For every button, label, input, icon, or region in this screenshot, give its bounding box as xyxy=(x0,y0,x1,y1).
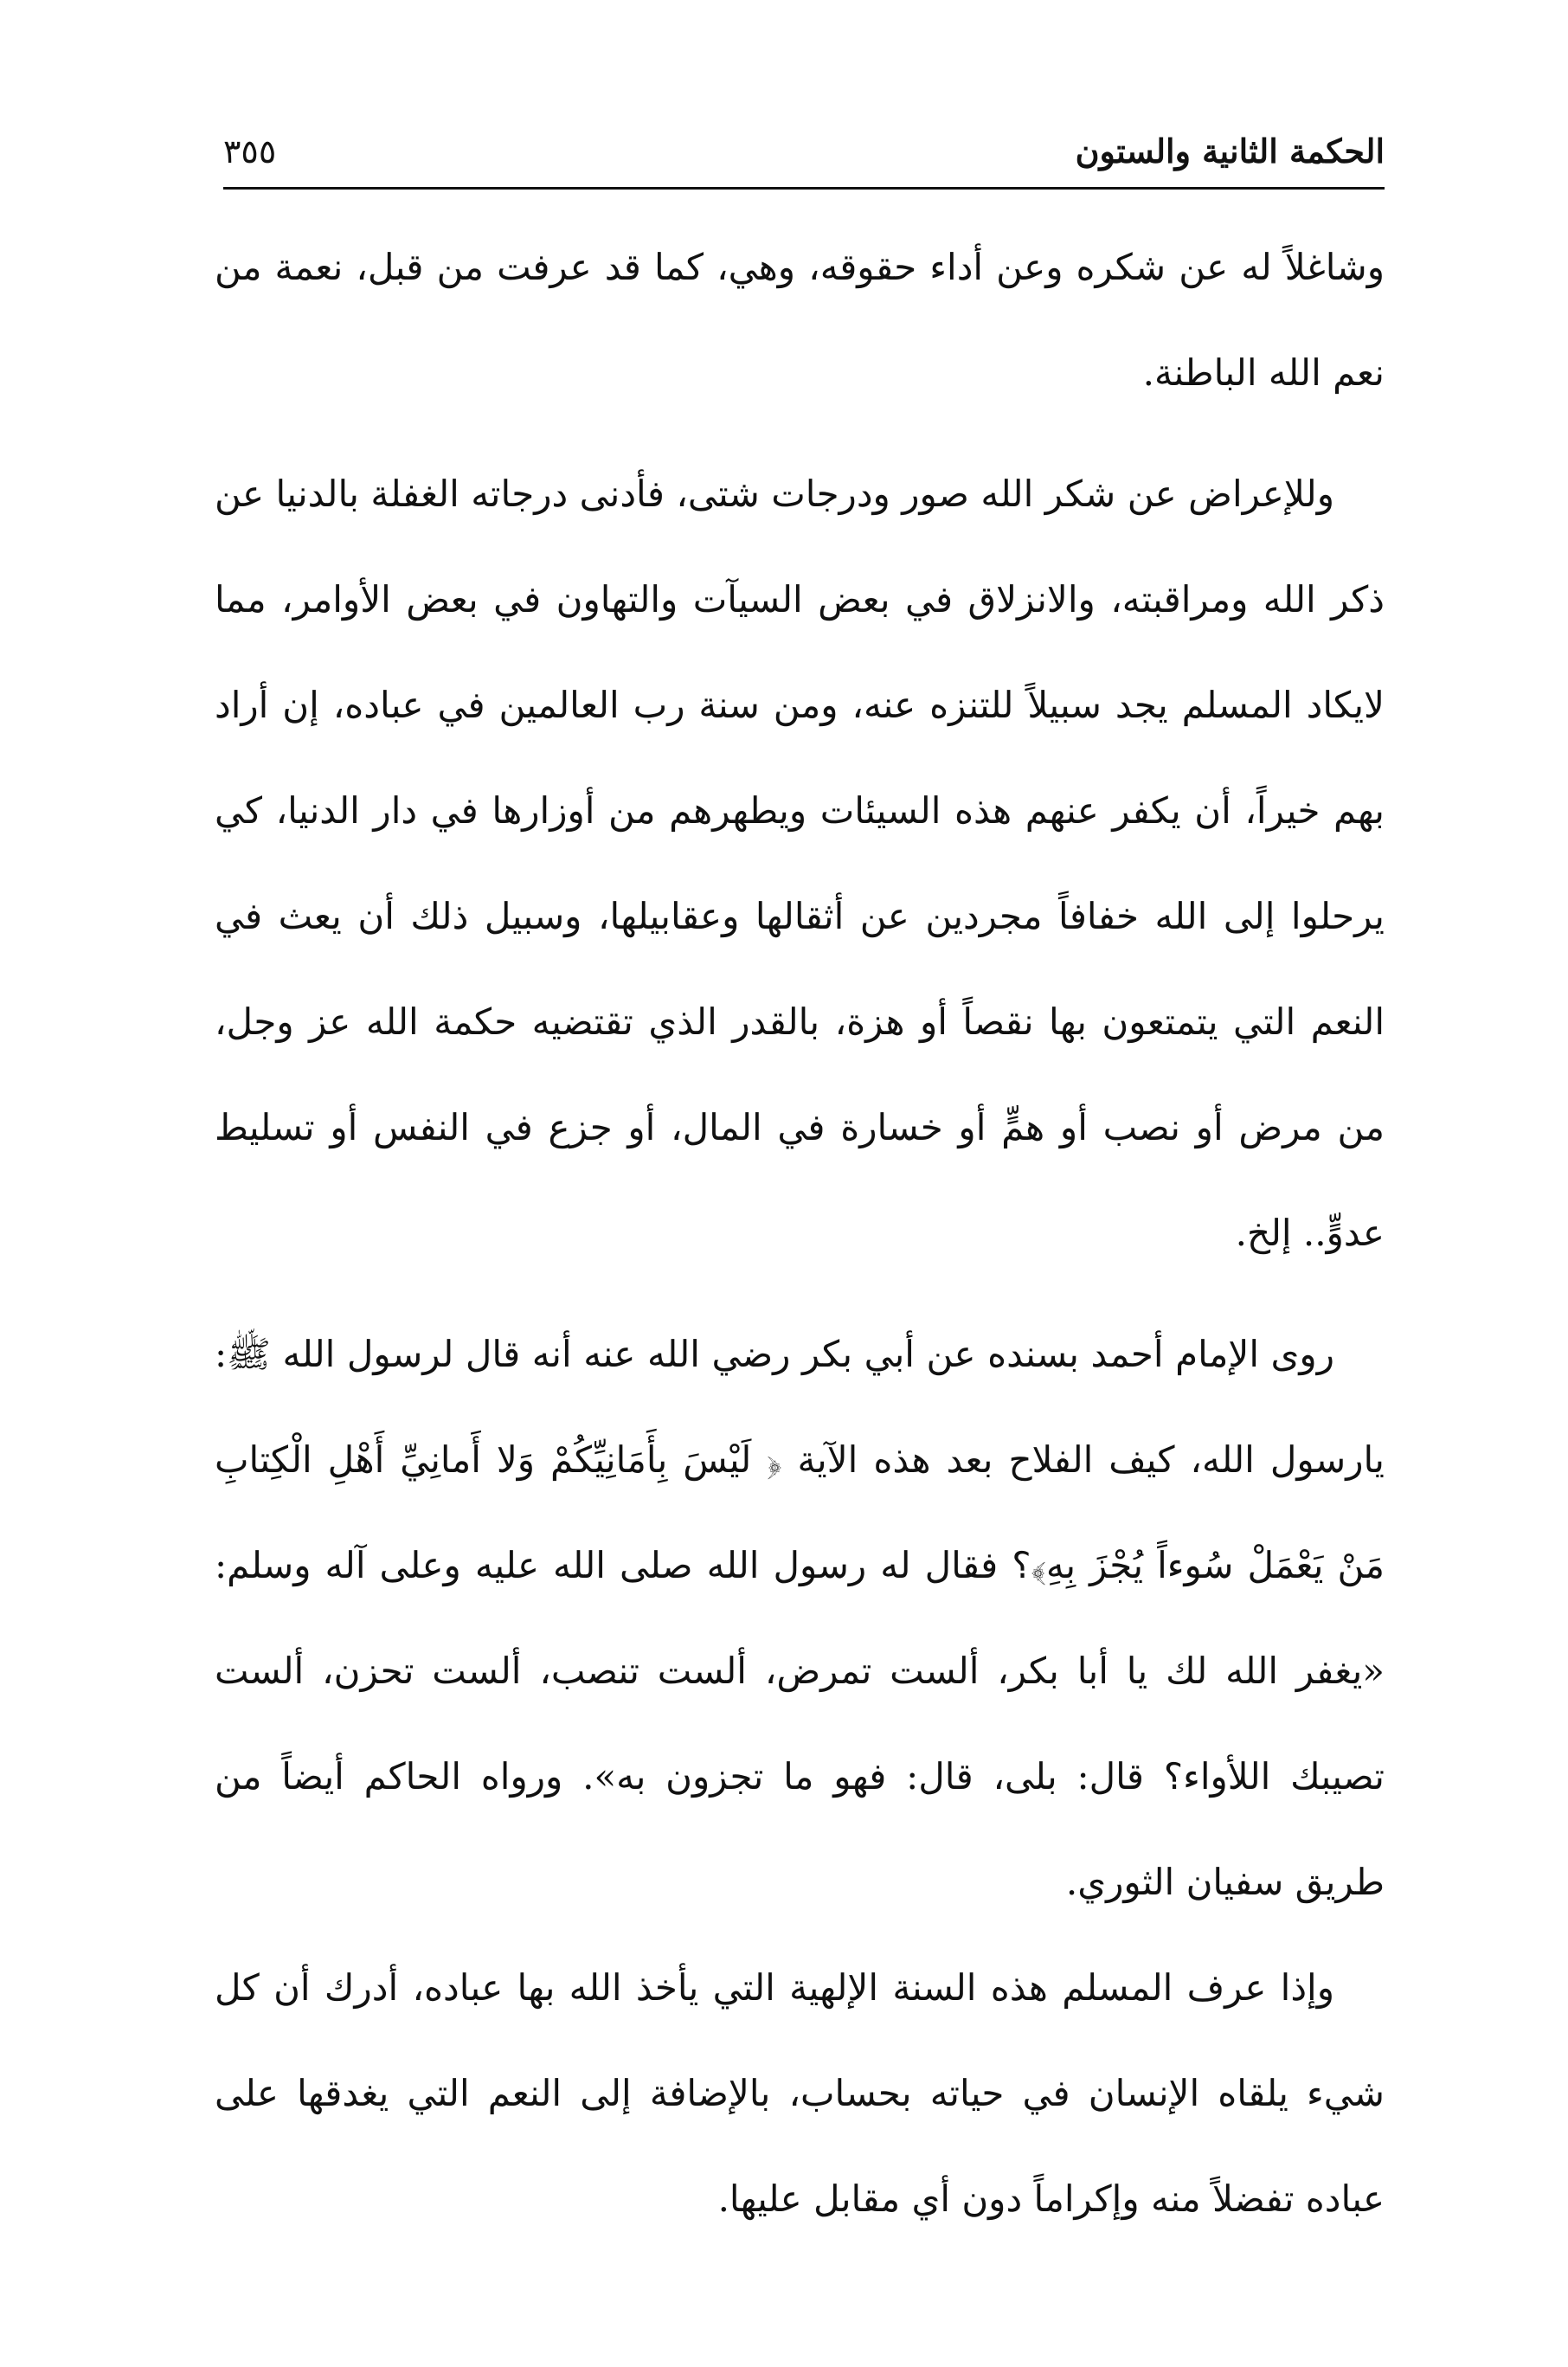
header-divider xyxy=(223,187,1385,190)
paragraph-2: وللإعراض عن شكر الله صور ودرجات شتى، فأدنى درجاته الغفلة بالدنيا عن ذكر الله ومراقبته، والانزلاق في بعض السيآت والتهاون في بعض الأوامر، مما لايكاد المسلم يجد سبيلاً للتنزه عنه، ومن سنة رب العالمين في عباده، إن أراد بهم خيراً، أن يكفر عنهم هذه السيئات ويطهرهم من أوزارها في دار الدنيا، كي يرحلوا إلى الله خفافاً مجردين عن أثقالها وعقابيلها، وسبيل ذلك أن يعث في النعم التي يتمتعون بها نقصاً أو هزة، بالقدر الذي تقتضيه حكمة الله عز وجل، من مرض أو نصب أو همٍّ أو خسارة في المال، أو جزع في النفس أو تسليط عدوٍّ.. إلخ. xyxy=(215,473,1385,1254)
chapter-title: الحكمة الثانية والستون xyxy=(1075,132,1385,170)
paragraph-3: روى الإمام أحمد بسنده عن أبي بكر رضي الله عنه أنه قال لرسول الله ﷺ: يارسول الله، كيف الفلاح بعد هذه الآية ﴿ لَيْسَ بِأَمَانِيِّكُمْ وَلا أَمانِيِّ أَهْلِ الْكِتابِ مَنْ يَعْمَلْ سُوءاً يُجْزَ بِهِ﴾؟ فقال له رسول الله صلى الله عليه وعلى آله وسلم: «يغفر الله لك يا أبا بكر، ألست تمرض، ألست تنصب، ألست تحزن، ألست تصيبك اللأواء؟ قال: بلى، قال: فهو ما تجزون به». ورواه الحاكم أيضاً من طريق سفيان الثوري. xyxy=(215,1333,1385,1903)
body-text xyxy=(215,215,1385,2252)
paragraph-1: وشاغلاً له عن شكره وعن أداء حقوقه، وهي، كما قد عرفت من قبل، نعمة من نعم الله الباطنة. xyxy=(215,246,1385,394)
page-number: ٣٥٥ xyxy=(223,132,277,170)
running-header xyxy=(223,121,1385,182)
paragraph-4: وإذا عرف المسلم هذه السنة الإلهية التي يأخذ الله بها عباده، أدرك أن كل شيء يلقاه الإنسان في حياته بحساب، بالإضافة إلى النعم التي يغدقها على عباده تفضلاً منه وإكراماً دون أي مقابل عليها. xyxy=(215,1966,1385,2220)
